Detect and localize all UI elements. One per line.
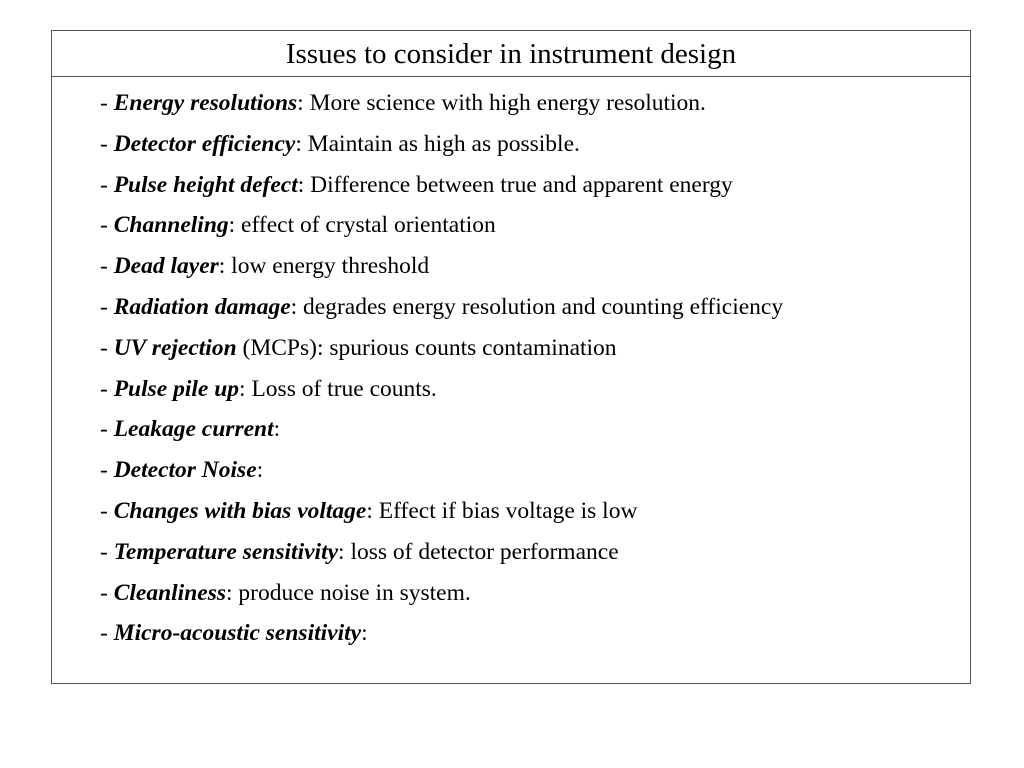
- issue-description: : degrades energy resolution and counting efficiency: [290, 293, 784, 320]
- issue-term: Pulse height defect: [113, 171, 298, 198]
- issue-item: - Cleanliness: produce noise in system.: [100, 579, 471, 606]
- issue-description: : Maintain as high as possible.: [295, 130, 580, 157]
- issue-description: : loss of detector performance: [338, 538, 619, 565]
- issue-term: Pulse pile up: [113, 375, 240, 402]
- issue-description: :: [273, 416, 281, 443]
- issue-item: - UV rejection (MCPs): spurious counts contamination: [100, 334, 617, 361]
- issue-term: Dead layer: [113, 253, 219, 280]
- issue-item: - Changes with bias voltage: Effect if bias voltage is low: [100, 497, 638, 524]
- issue-term: Leakage current: [113, 416, 274, 443]
- issue-item: - Radiation damage: degrades energy resolution and counting efficiency: [100, 293, 784, 320]
- issue-term: Channeling: [113, 212, 229, 239]
- issue-term: Energy resolutions: [113, 90, 298, 116]
- issue-item: - Pulse height defect: Difference between true and apparent energy: [100, 171, 733, 198]
- issue-item: - Dead layer: low energy threshold: [100, 253, 430, 280]
- issue-item: - Detector Noise:: [100, 457, 264, 484]
- issue-item: - Micro-acoustic sensitivity:: [100, 620, 368, 647]
- issue-item: - Temperature sensitivity: loss of detector performance: [100, 538, 619, 565]
- issue-term: Detector efficiency: [113, 130, 296, 157]
- issue-description: : Difference between true and apparent energy: [297, 171, 733, 198]
- issue-term: Detector Noise: [113, 457, 257, 484]
- slide-title: Issues to consider in instrument design: [52, 31, 970, 77]
- issue-item: - Leakage current:: [100, 416, 281, 443]
- issue-description: : Effect if bias voltage is low: [366, 497, 638, 524]
- issue-term: Temperature sensitivity: [113, 538, 339, 565]
- issue-description: : low energy threshold: [218, 253, 430, 280]
- issue-item: - Detector efficiency: Maintain as high as possible.: [100, 130, 580, 157]
- issue-description: (MCPs): spurious counts contamination: [236, 334, 617, 361]
- issue-list: [52, 77, 970, 654]
- issue-term: UV rejection: [113, 334, 237, 361]
- issue-term: Cleanliness: [113, 579, 227, 606]
- issue-item: - Energy resolutions: More science with high energy resolution.: [100, 90, 706, 116]
- slide-frame: [51, 30, 971, 684]
- issue-description: : produce noise in system.: [226, 579, 471, 606]
- issue-term: Radiation damage: [113, 293, 291, 320]
- issue-item: - Pulse pile up: Loss of true counts.: [100, 375, 437, 402]
- issue-description: :: [256, 457, 264, 484]
- issue-item: - Channeling: effect of crystal orientation: [100, 212, 496, 239]
- issue-term: Changes with bias voltage: [113, 497, 367, 524]
- issue-term: Micro-acoustic sensitivity: [113, 620, 362, 647]
- issue-description: :: [361, 620, 368, 647]
- issue-description: : Loss of true counts.: [239, 375, 437, 402]
- issue-description: : effect of crystal orientation: [228, 212, 496, 239]
- issue-description: : More science with high energy resolution.: [297, 90, 706, 116]
